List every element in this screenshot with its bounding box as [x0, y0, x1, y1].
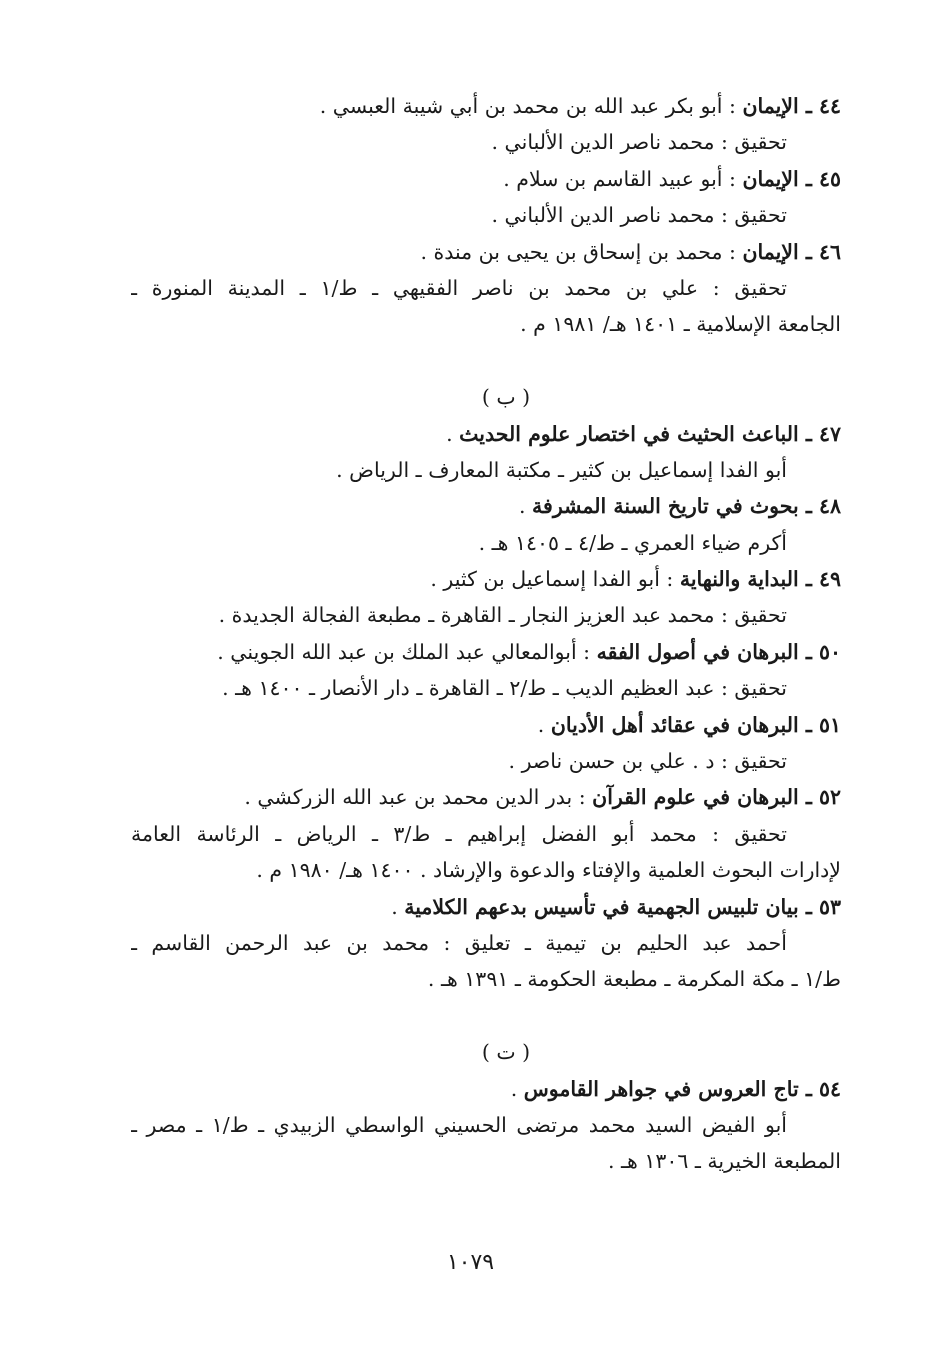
entry-number: ٤٦	[818, 239, 841, 264]
entry-51: ٥١ ـ البرهان في عقائد أهل الأديان .	[537, 712, 841, 737]
entry-number: ٤٥	[818, 166, 841, 191]
entry-53: ٥٣ ـ بيان تلبيس الجهمية في تأسيس بدعهم الكلامية .	[391, 894, 841, 919]
entry-49-detail: تحقيق : محمد عبد العزيز النجار ـ القاهرة ـ مطبعة الفجالة الجديدة .	[218, 603, 787, 628]
entry-title: البرهان في عقائد أهل الأديان	[550, 712, 799, 737]
entry-46-continuation: الجامعة الإسلامية ـ ١٤٠١ هـ/ ١٩٨١ م .	[520, 312, 841, 337]
entry-53-continuation: ط/١ ـ مكة المكرمة ـ مطبعة الحكومة ـ ١٣٩١ هـ .	[427, 967, 841, 992]
entry-title: البداية والنهاية	[679, 567, 799, 592]
section-heading-t: ( ت )	[481, 1040, 531, 1065]
entry-title: الباعث الحثيث في اختصار علوم الحديث	[459, 421, 799, 446]
entry-46-editor: تحقيق : علي بن محمد بن ناصر الفقيهي ـ ط/١ ـ المدينة المنورة ـ	[131, 275, 787, 300]
entry-52: ٥٢ ـ البرهان في علوم القرآن : بدر الدين محمد بن عبد الله الزركشي .	[244, 785, 841, 810]
bibliography-page	[131, 88, 841, 1180]
page-number: ١٠٧٩	[446, 1250, 495, 1275]
entry-author: محمد بن إسحاق بن يحيى بن مندة .	[420, 239, 723, 264]
entry-52-detail: تحقيق : محمد أبو الفضل إبراهيم ـ ط/٣ ـ الرياض ـ الرئاسة العامة	[131, 821, 787, 846]
entry-44-editor: تحقيق : محمد ناصر الدين الألباني .	[491, 130, 787, 155]
entry-46: ٤٦ ـ الإيمان : محمد بن إسحاق بن يحيى بن مندة .	[420, 239, 841, 264]
entry-number: ٥٤	[818, 1076, 841, 1101]
entry-number: ٥٢	[818, 785, 841, 810]
entry-44: ٤٤ ـ الإيمان : أبو بكر عبد الله بن محمد بن أبي شيبة العبسي .	[319, 94, 841, 118]
entry-title: بيان تلبيس الجهمية في تأسيس بدعهم الكلامية	[404, 894, 799, 919]
entry-48-detail: أكرم ضياء العمري ـ ط/٤ ـ ١٤٠٥ هـ .	[478, 530, 787, 555]
entry-title: الإيمان	[742, 166, 799, 191]
entry-author: أبو بكر عبد الله بن محمد بن أبي شيبة العبسي .	[319, 94, 723, 118]
entry-51-detail: تحقيق : د . علي بن حسن ناصر .	[508, 749, 787, 774]
entry-number: ٥٣	[818, 894, 841, 919]
entry-title: بحوث في تاريخ السنة المشرفة	[532, 494, 799, 519]
entry-54-detail: أبو الفيض السيد محمد مرتضى الحسيني الواسطي الزبيدي ـ ط/١ ـ مصر ـ	[131, 1112, 787, 1137]
entry-53-detail: أحمد عبد الحليم بن تيمية ـ تعليق : محمد بن عبد الرحمن القاسم ـ	[131, 930, 787, 955]
entry-number: ٤٤	[818, 94, 841, 118]
entry-author: أبو عبيد القاسم بن سلام .	[503, 166, 723, 191]
entry-title: البرهان في أصول الفقه	[596, 639, 799, 664]
entry-47-detail: أبو الفدا إسماعيل بن كثير ـ مكتبة المعارف ـ الرياض .	[336, 457, 787, 482]
entry-48: ٤٨ ـ بحوث في تاريخ السنة المشرفة .	[519, 494, 841, 519]
entry-title: الإيمان	[742, 239, 799, 264]
entry-50: ٥٠ ـ البرهان في أصول الفقه : أبوالمعالي عبد الملك بن عبد الله الجويني .	[217, 639, 841, 664]
entry-52-continuation: لإدارات البحوث العلمية والإفتاء والدعوة والإرشاد . ١٤٠٠ هـ/ ١٩٨٠ م .	[256, 858, 841, 883]
entry-title: الإيمان	[742, 94, 799, 118]
section-heading-b: ( ب )	[481, 385, 531, 410]
entry-title: تاج العروس في جواهر القاموس	[523, 1076, 799, 1101]
entry-number: ٥٠	[818, 639, 841, 664]
entry-45-editor: تحقيق : محمد ناصر الدين الألباني .	[491, 203, 787, 228]
entry-number: ٤٧	[818, 421, 841, 446]
entry-number: ٤٨	[818, 494, 841, 519]
entry-47: ٤٧ ـ الباعث الحثيث في اختصار علوم الحديث .	[446, 421, 841, 446]
entry-54: ٥٤ ـ تاج العروس في جواهر القاموس .	[510, 1076, 841, 1101]
entry-54-continuation: المطبعة الخيرية ـ ١٣٠٦ هـ .	[607, 1149, 841, 1174]
entry-title: البرهان في علوم القرآن	[592, 785, 799, 810]
entry-45: ٤٥ ـ الإيمان : أبو عبيد القاسم بن سلام .	[503, 166, 841, 191]
entry-50-detail: تحقيق : عبد العظيم الديب ـ ط/٢ ـ القاهرة ـ دار الأنصار ـ ١٤٠٠ هـ .	[222, 676, 787, 701]
entry-number: ٤٩	[818, 567, 841, 592]
entry-number: ٥١	[818, 712, 841, 737]
entry-49: ٤٩ ـ البداية والنهاية : أبو الفدا إسماعيل بن كثير .	[430, 567, 841, 592]
